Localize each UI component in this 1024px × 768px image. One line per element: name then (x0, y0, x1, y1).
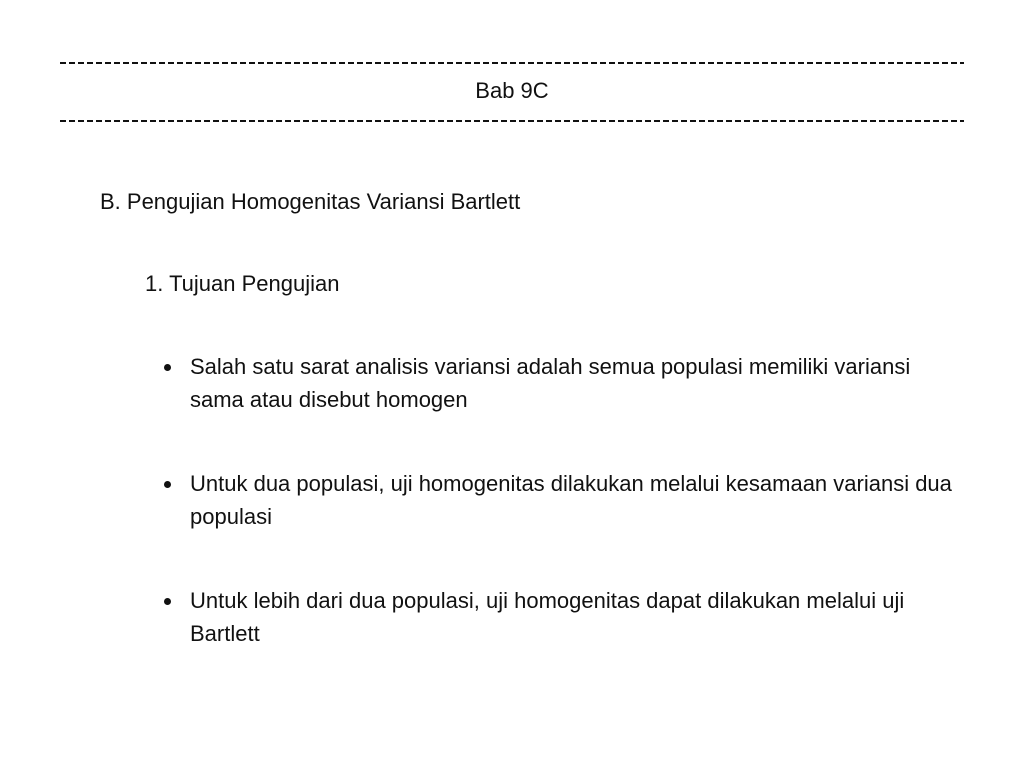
top-dash-divider (60, 62, 964, 64)
bullet-item (160, 350, 960, 416)
bullet-text: Untuk dua populasi, uji homogenitas dilakukan melalui kesamaan variansi dua populasi (190, 471, 952, 529)
sub-heading: 1. Tujuan Pengujian (145, 271, 340, 296)
bullet-item (160, 467, 960, 533)
section-heading: B. Pengujian Homogenitas Variansi Bartlett (100, 189, 521, 214)
bottom-dash-divider (60, 120, 964, 122)
bullet-list (160, 350, 960, 701)
bullet-dot-icon (164, 598, 171, 605)
chapter-title: Bab 9C (475, 78, 549, 103)
bullet-dot-icon (164, 364, 171, 371)
bullet-item (160, 584, 960, 650)
bullet-dot-icon (164, 481, 171, 488)
bullet-text: Salah satu sarat analisis variansi adalah semua populasi memiliki variansi sama atau disebut homogen (190, 354, 911, 412)
bullet-text: Untuk lebih dari dua populasi, uji homogenitas dapat dilakukan melalui uji Bartlett (190, 588, 905, 646)
slide-header (60, 48, 964, 122)
